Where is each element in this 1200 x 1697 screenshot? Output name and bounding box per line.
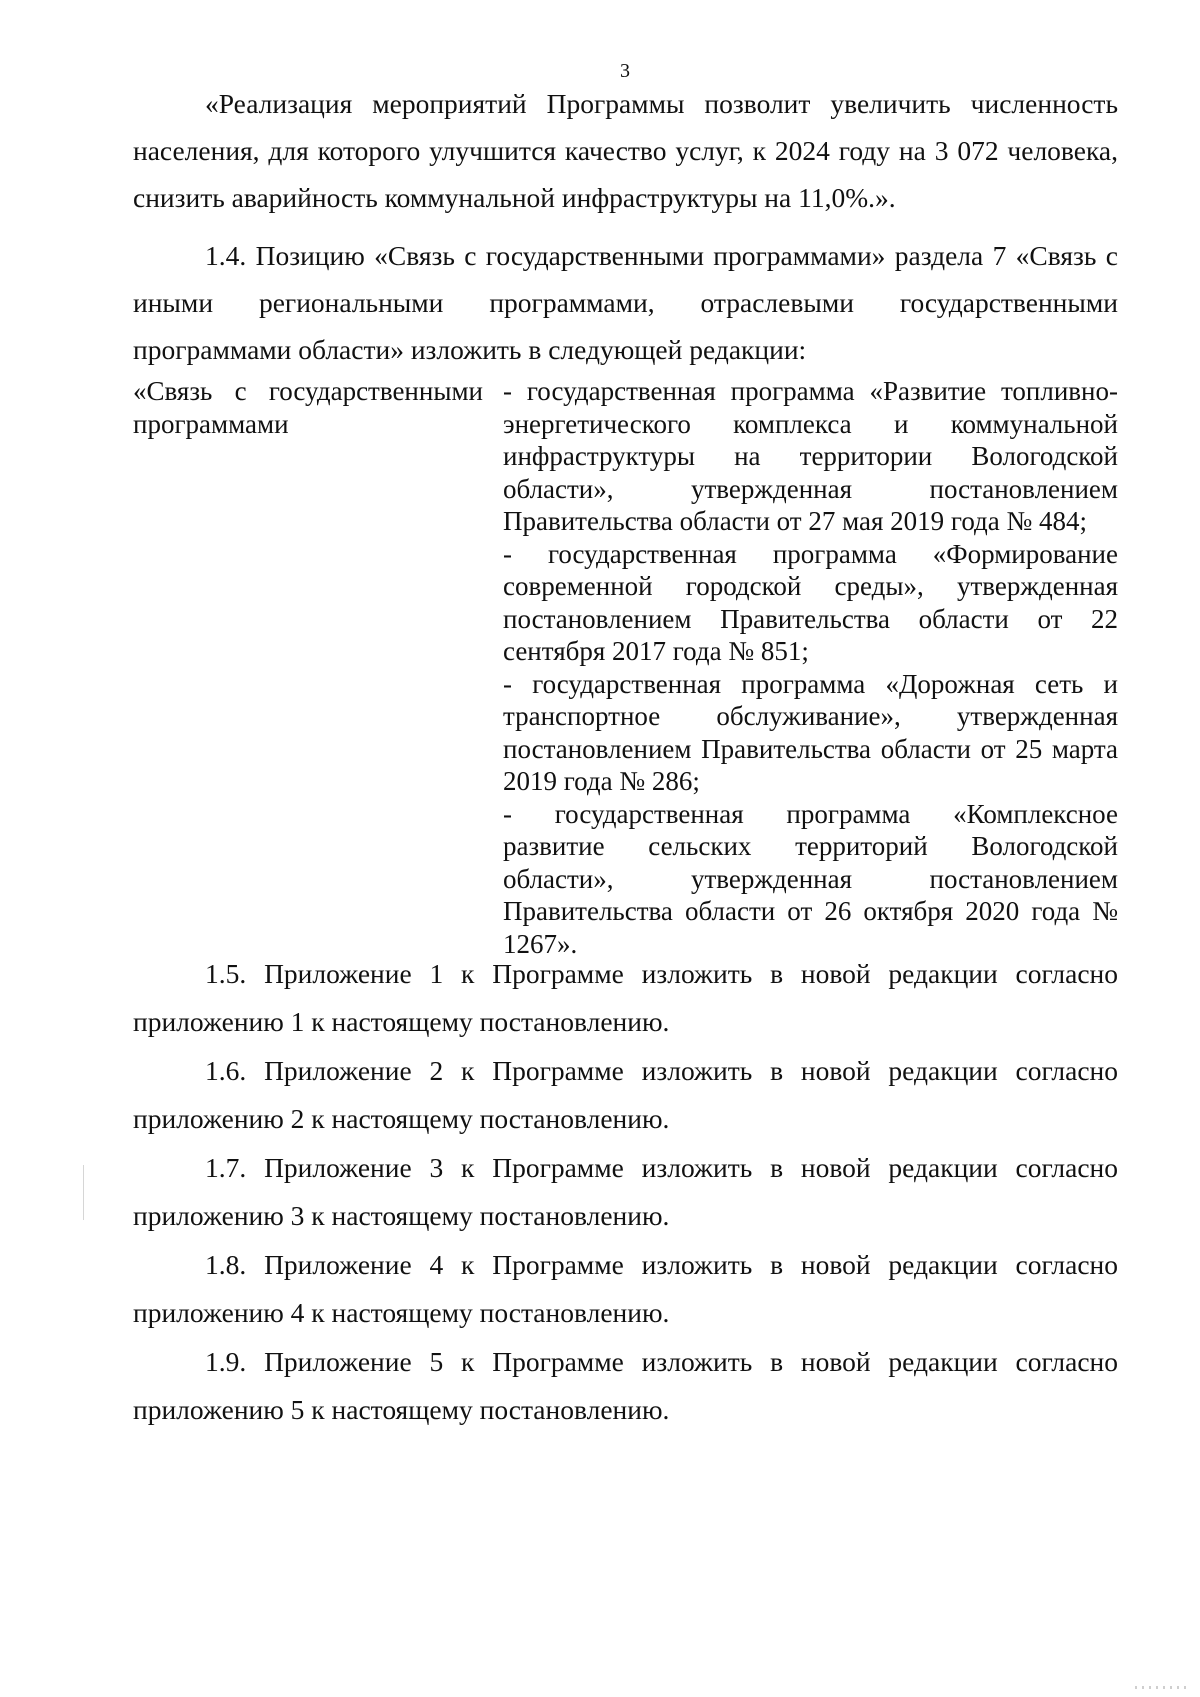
appendix-paragraph: 1.5. Приложение 1 к Программе изложить в новой редакции согласно приложению 1 к настоящему постановлению. [133, 958, 1118, 1037]
appendix-list [133, 950, 1118, 1435]
scan-edge-dots [1135, 1686, 1190, 1689]
program-item: - государственная программа «Формирование современной городской среды», утвержденная постановлением Правительства области от 22 сентября 2017 года № 851; [503, 538, 1118, 666]
program-item: - государственная программа «Дорожная сеть и транспортное обслуживание», утвержденная постановлением Правительства области от 25 марта 2019 года № 286; [503, 668, 1118, 796]
paragraph-item-1-4: 1.4. Позицию «Связь с государственными программами» раздела 7 «Связь с иными региональными программами, отраслевыми государственными программами области» изложить в следующей редакции: [133, 240, 1118, 365]
appendix-paragraph: 1.6. Приложение 2 к Программе изложить в новой редакции согласно приложению 2 к настоящему постановлению. [133, 1055, 1118, 1134]
appendix-paragraph: 1.9. Приложение 5 к Программе изложить в новой редакции согласно приложению 5 к настоящему постановлению. [133, 1346, 1118, 1425]
appendix-paragraph: 1.8. Приложение 4 к Программе изложить в новой редакции согласно приложению 4 к настоящему постановлению. [133, 1249, 1118, 1328]
program-item: - государственная программа «Развитие топливно-энергетического комплекса и коммунальной инфраструктуры на территории Вологодской области», утвержденная постановлением Правительства области от 27 мая 2019 года № 484; [503, 376, 1118, 536]
program-item: - государственная программа «Комплексное развитие сельских территорий Вологодской области», утвержденная постановлением Правительства области от 26 октября 2020 года № 1267». [503, 798, 1118, 959]
scan-margin-mark [83, 1165, 84, 1220]
position-label: «Связь с государственными программами [133, 376, 483, 439]
page-number: 3 [620, 60, 630, 82]
appendix-paragraph: 1.7. Приложение 3 к Программе изложить в новой редакции согласно приложению 3 к настоящему постановлению. [133, 1152, 1118, 1231]
position-items [503, 375, 1118, 960]
paragraph-program-outcome: «Реализация мероприятий Программы позволит увеличить численность населения, для которого улучшится качество услуг, к 2024 году на 3 072 человека, снизить аварийность коммунальной инфраструктуры на 11,0%.». [133, 88, 1118, 213]
